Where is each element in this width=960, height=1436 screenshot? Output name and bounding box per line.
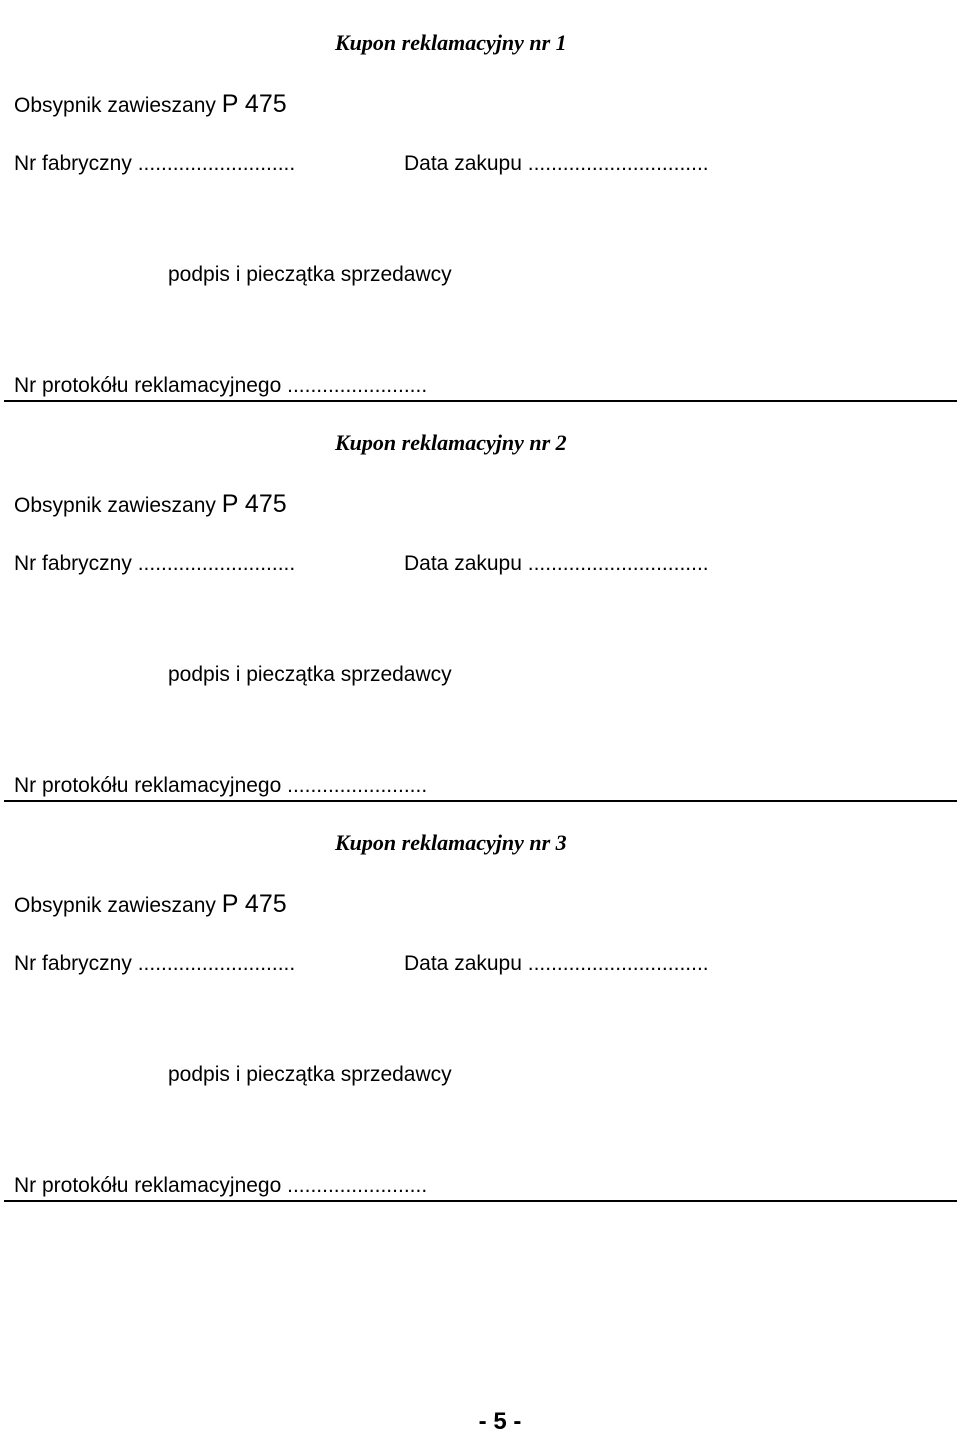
complaint-protocol-field: Nr protokółu reklamacyjnego ........................ [14, 774, 428, 797]
product-model: P 475 [221, 490, 287, 518]
seller-signature-label: podpis i pieczątka sprzedawcy [168, 663, 452, 686]
product-label: Obsypnik zawieszany [14, 894, 222, 917]
seller-signature-label: podpis i pieczątka sprzedawcy [168, 263, 452, 286]
product-line [14, 890, 287, 919]
cut-line [4, 1200, 957, 1202]
purchase-date-field: Data zakupu ............................... [404, 952, 709, 975]
coupon-1 [0, 0, 960, 400]
seller-signature-label: podpis i pieczątka sprzedawcy [168, 1063, 452, 1086]
serial-number-field: Nr fabryczny ........................... [14, 152, 296, 175]
coupon-title: Kupon reklamacyjny nr 1 [335, 30, 567, 55]
serial-number-field: Nr fabryczny ........................... [14, 552, 296, 575]
serial-number-field: Nr fabryczny ........................... [14, 952, 296, 975]
coupon-title: Kupon reklamacyjny nr 2 [335, 430, 567, 455]
product-line [14, 90, 287, 119]
product-label: Obsypnik zawieszany [14, 94, 222, 117]
purchase-date-field: Data zakupu ............................... [404, 552, 709, 575]
coupon-title: Kupon reklamacyjny nr 3 [335, 830, 567, 855]
product-model: P 475 [221, 890, 287, 918]
coupon-3 [0, 800, 960, 1200]
coupon-2 [0, 400, 960, 800]
product-line [14, 490, 287, 519]
purchase-date-field: Data zakupu ............................... [404, 152, 709, 175]
product-model: P 475 [221, 90, 287, 118]
complaint-protocol-field: Nr protokółu reklamacyjnego ........................ [14, 1174, 428, 1197]
product-label: Obsypnik zawieszany [14, 494, 222, 517]
page-number: - 5 - [478, 1408, 522, 1435]
complaint-protocol-field: Nr protokółu reklamacyjnego ........................ [14, 374, 428, 397]
